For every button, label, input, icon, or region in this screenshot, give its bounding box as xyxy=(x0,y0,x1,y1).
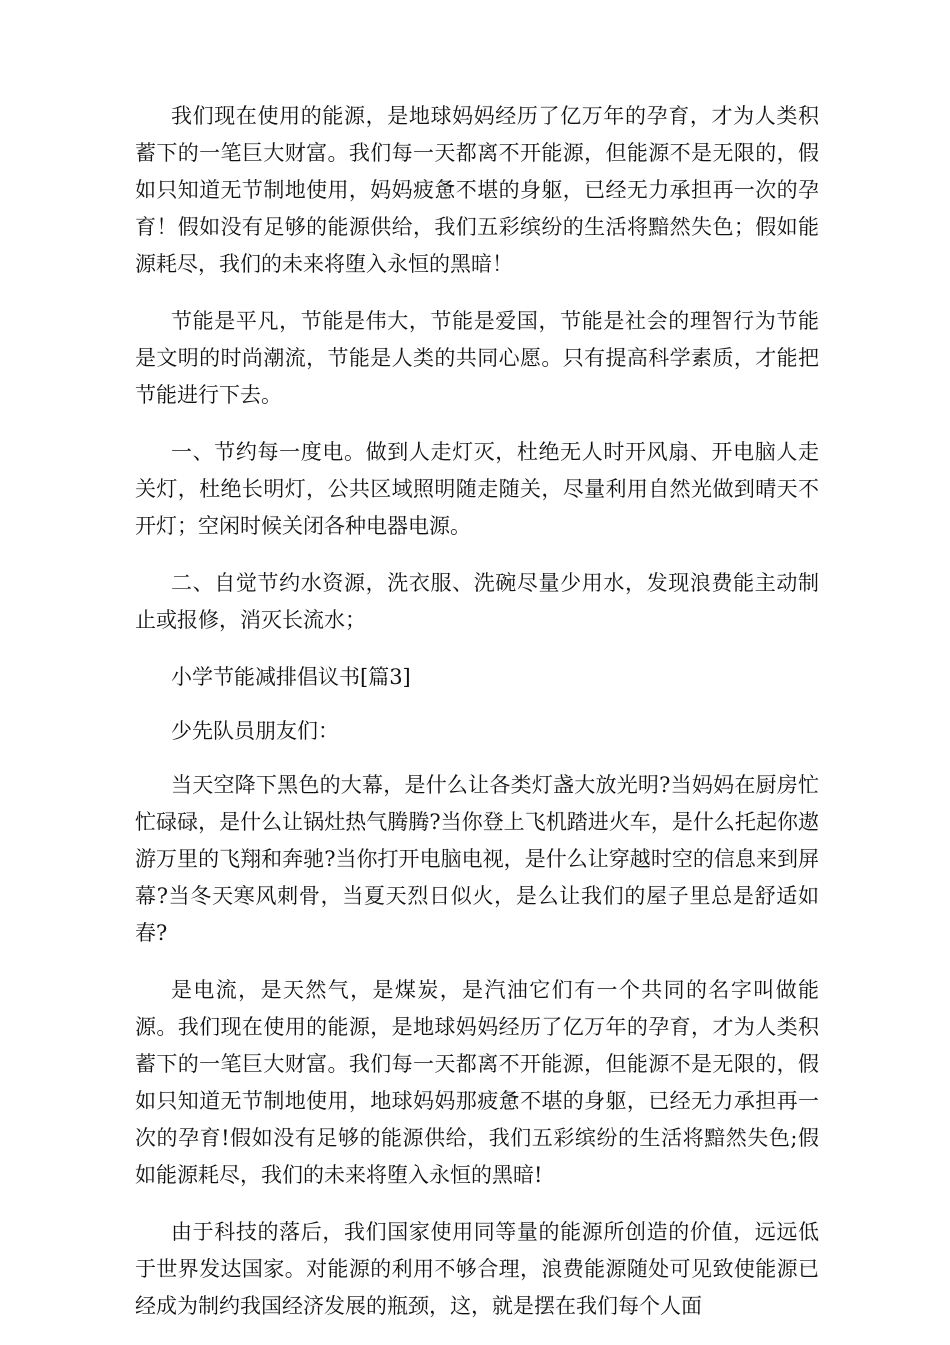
section-heading: 小学节能减排倡议书[篇3] xyxy=(171,665,411,689)
document-page xyxy=(135,98,819,1345)
paragraph-saving-energy-values: 节能是平凡，节能是伟大，节能是爱国，节能是社会的理智行为节能是文明的时尚潮流，节能是人类的共同心愿。只有提高科学素质，才能把节能进行下去。 xyxy=(135,309,819,407)
paragraph-energy-sources: 是电流，是天然气，是煤炭，是汽油它们有一个共同的名字叫做能源。我们现在使用的能源，是地球妈妈经历了亿万年的孕育，才为人类积蓄下的一笔巨大财富。我们每一天都离不开能源，但能源不是无限的，假如只知道无节制地使用，地球妈妈那疲惫不堪的身躯，已经无力承担再一次的孕育!假如没有足够的能源供给，我们五彩缤纷的生活将黯然失色;假如能源耗尽，我们的未来将堕入永恒的黑暗! xyxy=(135,978,819,1187)
paragraph-save-water: 二、自觉节约水资源，洗衣服、洗碗尽量少用水，发现浪费能主动制止或报修，消灭长流水； xyxy=(135,571,819,632)
paragraph-technology-lag: 由于科技的落后，我们国家使用同等量的能源所创造的价值，远远低于世界发达国家。对能源的利用不够合理，浪费能源随处可见致使能源已经成为制约我国经济发展的瓶颈，这，就是摆在我们每个人面 xyxy=(135,1220,819,1318)
paragraph-save-electricity: 一、节约每一度电。做到人走灯灭，杜绝无人时开风扇、开电脑人走关灯，杜绝长明灯，公共区域照明随走随关，尽量利用自然光做到晴天不开灯；空闲时候关闭各种电器电源。 xyxy=(135,440,819,538)
paragraph-questions: 当天空降下黑色的大幕，是什么让各类灯盏大放光明?当妈妈在厨房忙忙碌碌，是什么让锅灶热气腾腾?当你登上飞机踏进火车，是什么托起你遨游万里的飞翔和奔驰?当你打开电脑电视，是什么让穿越时空的信息来到屏幕?当冬天寒风刺骨，当夏天烈日似火，是么让我们的屋子里总是舒适如春? xyxy=(135,773,819,945)
salutation: 少先队员朋友们： xyxy=(171,719,339,743)
paragraph-energy-wealth: 我们现在使用的能源，是地球妈妈经历了亿万年的孕育，才为人类积蓄下的一笔巨大财富。我们每一天都离不开能源，但能源不是无限的，假如只知道无节制地使用，妈妈疲惫不堪的身躯，已经无力承担再一次的孕育！假如没有足够的能源供给，我们五彩缤纷的生活将黯然失色；假如能源耗尽，我们的未来将堕入永恒的黑暗！ xyxy=(135,104,819,276)
